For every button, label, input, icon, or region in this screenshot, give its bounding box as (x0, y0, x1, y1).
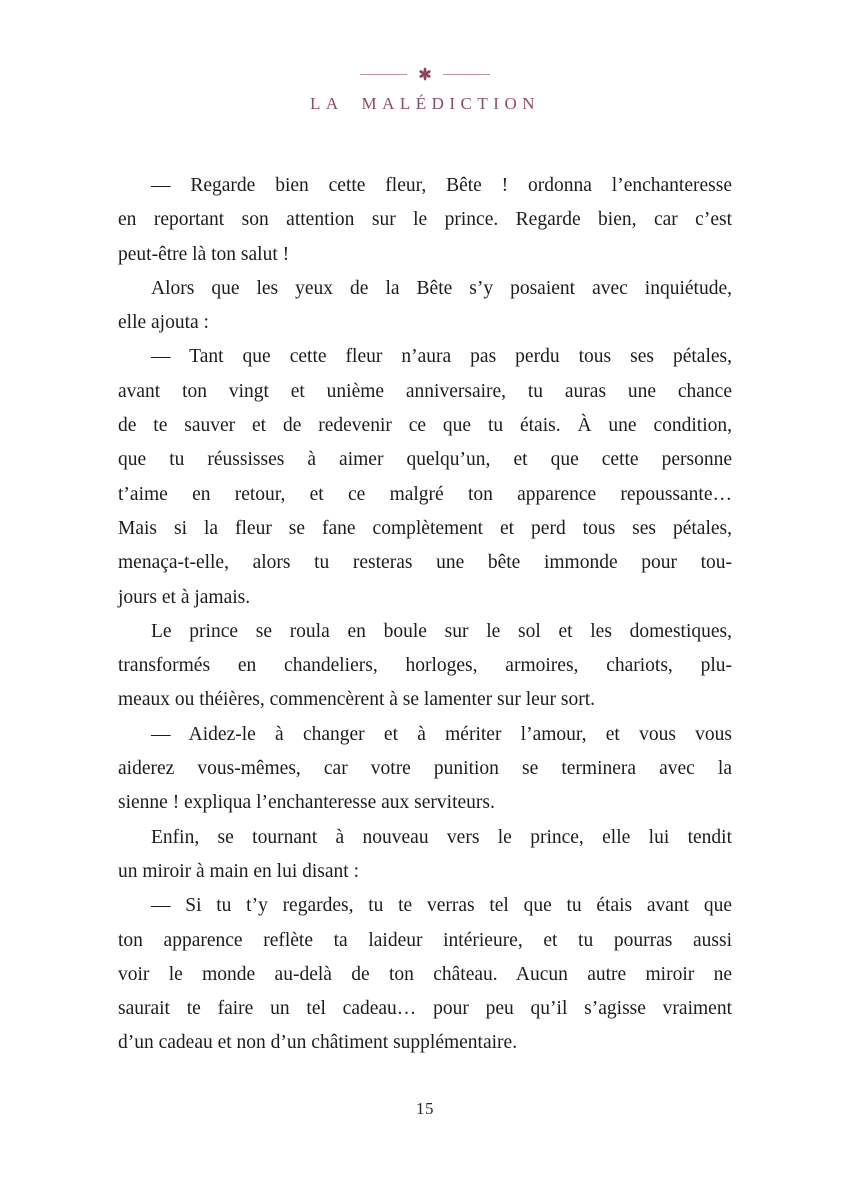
text-line: sienne ! expliqua l’enchanteresse aux serviteurs. (118, 792, 495, 814)
ornament-rule-right (443, 74, 490, 75)
text-line: — Aidez-le à changer et à mériter l’amour, et vous vous (151, 723, 732, 745)
paragraph (118, 272, 732, 341)
text-line: Enfin, se tournant à nouveau vers le prince, elle lui tendit (151, 826, 732, 848)
text-line: ton apparence reflète ta laideur intérieure, et tu pourras aussi (118, 929, 732, 951)
text-line: en reportant son attention sur le prince. Regarde bien, car c’est (118, 209, 732, 231)
text-line: meaux ou théières, commencèrent à se lamenter sur leur sort. (118, 689, 596, 711)
paragraph (118, 340, 732, 614)
text-line: voir le monde au-delà de ton château. Aucun autre miroir ne (118, 963, 732, 985)
paragraph (118, 615, 732, 718)
text-line: Alors que les yeux de la Bête s’y posaient avec inquiétude, (151, 277, 732, 299)
chapter-title: LA MALÉDICTION (309, 94, 540, 113)
body-text (118, 169, 732, 1061)
text-line: jours et à jamais. (118, 586, 251, 608)
text-line: peut-être là ton salut ! (118, 243, 290, 265)
text-line: elle ajouta : (118, 312, 209, 334)
text-line: un miroir à main en lui disant : (118, 860, 359, 882)
text-line: t’aime en retour, et ce malgré ton apparence repoussante… (118, 483, 732, 505)
text-line: — Tant que cette fleur n’aura pas perdu tous ses pétales, (151, 346, 732, 368)
chapter-ornament (0, 0, 850, 81)
text-line: aiderez vous-mêmes, car votre punition se terminera avec la (118, 758, 732, 780)
text-line: menaça-t-elle, alors tu resteras une bête immonde pour tou- (118, 552, 732, 574)
paragraph (118, 889, 732, 1060)
paragraph (118, 169, 732, 272)
page-number: 15 (416, 1098, 434, 1118)
flower-divider-icon (418, 67, 432, 81)
paragraph (118, 821, 732, 890)
text-line: Mais si la fleur se fane complètement et perd tous ses pétales, (118, 517, 732, 539)
paragraph (118, 718, 732, 821)
text-line: de te sauver et de redevenir ce que tu étais. À une condition, (118, 415, 732, 437)
text-line: — Si tu t’y regardes, tu te verras tel que tu étais avant que (151, 895, 732, 917)
ornament-rule-left (360, 74, 407, 75)
text-line: saurait te faire un tel cadeau… pour peu qu’il s’agisse vraiment (118, 998, 732, 1020)
text-line: transformés en chandeliers, horloges, armoires, chariots, plu- (118, 655, 732, 677)
text-line: — Regarde bien cette fleur, Bête ! ordonna l’enchanteresse (151, 175, 732, 196)
text-line: que tu réussisses à aimer quelqu’un, et que cette personne (118, 449, 732, 471)
text-line: avant ton vingt et unième anniversaire, tu auras une chance (118, 380, 732, 402)
text-line: Le prince se roula en boule sur le sol et les domestiques, (151, 620, 732, 642)
text-line: d’un cadeau et non d’un châtiment supplémentaire. (118, 1032, 518, 1054)
